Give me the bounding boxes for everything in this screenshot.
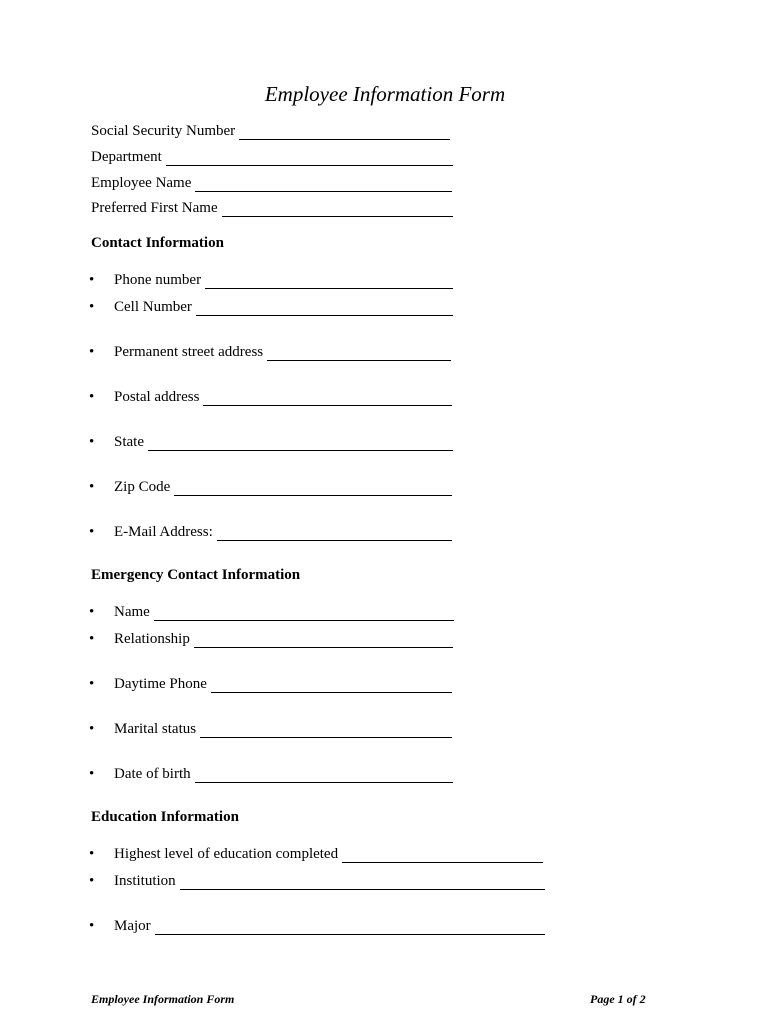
institution-field[interactable] <box>87 870 545 890</box>
bullet-icon: • <box>89 272 95 288</box>
email-address-label: E-Mail Address: <box>114 524 213 540</box>
cell-number-field[interactable] <box>87 296 453 316</box>
emergency-heading: Emergency Contact Information <box>91 567 301 583</box>
bullet-icon: • <box>89 434 95 450</box>
bullet-icon: • <box>89 873 95 889</box>
relationship-input-line[interactable] <box>194 630 453 648</box>
department-field[interactable] <box>91 146 453 166</box>
daytime-phone-input-line[interactable] <box>211 675 452 693</box>
zip-code-label: Zip Code <box>114 479 171 495</box>
department-input-line[interactable] <box>166 148 453 166</box>
bullet-icon: • <box>89 721 95 737</box>
daytime-phone-field[interactable] <box>87 673 452 693</box>
ssn-field[interactable] <box>91 120 450 140</box>
institution-input-line[interactable] <box>180 872 545 890</box>
bullet-icon: • <box>89 676 95 692</box>
relationship-label: Relationship <box>114 631 190 647</box>
bullet-icon: • <box>89 846 95 862</box>
employee-name-input-line[interactable] <box>195 174 452 192</box>
bullet-icon: • <box>89 604 95 620</box>
marital-status-field[interactable] <box>87 718 452 738</box>
zip-code-input-line[interactable] <box>174 478 452 496</box>
permanent-street-address-input-line[interactable] <box>267 343 451 361</box>
department-label: Department <box>91 149 162 165</box>
state-input-line[interactable] <box>148 433 453 451</box>
email-address-field[interactable] <box>87 521 452 541</box>
phone-number-input-line[interactable] <box>205 271 453 289</box>
footer-page-number: Page 1 of 2 <box>590 992 646 1006</box>
bullet-icon: • <box>89 479 95 495</box>
education-level-input-line[interactable] <box>342 845 543 863</box>
emergency-name-label: Name <box>114 604 150 620</box>
major-label: Major <box>114 918 151 934</box>
bullet-icon: • <box>89 524 95 540</box>
postal-address-input-line[interactable] <box>203 388 452 406</box>
employee-name-field[interactable] <box>91 172 452 192</box>
email-address-input-line[interactable] <box>217 523 452 541</box>
page-title: Employee Information Form <box>264 82 506 106</box>
bullet-icon: • <box>89 918 95 934</box>
state-field[interactable] <box>87 431 453 451</box>
date-of-birth-field[interactable] <box>87 763 453 783</box>
bullet-icon: • <box>89 766 95 782</box>
daytime-phone-label: Daytime Phone <box>114 676 207 692</box>
postal-address-label: Postal address <box>114 389 200 405</box>
contact-heading: Contact Information <box>91 235 224 251</box>
zip-code-field[interactable] <box>87 476 452 496</box>
preferred-first-name-input-line[interactable] <box>222 199 453 217</box>
bullet-icon: • <box>89 299 95 315</box>
major-field[interactable] <box>87 915 545 935</box>
preferred-first-name-field[interactable] <box>91 197 453 217</box>
relationship-field[interactable] <box>87 628 453 648</box>
education-level-label: Highest level of education completed <box>114 846 339 862</box>
phone-number-field[interactable] <box>87 269 453 289</box>
permanent-street-address-label: Permanent street address <box>114 344 264 360</box>
education-heading: Education Information <box>91 809 239 825</box>
bullet-icon: • <box>89 389 95 405</box>
preferred-first-name-label: Preferred First Name <box>91 200 218 216</box>
ssn-label: Social Security Number <box>91 123 236 139</box>
date-of-birth-label: Date of birth <box>114 766 191 782</box>
state-label: State <box>114 434 144 450</box>
institution-label: Institution <box>114 873 176 889</box>
date-of-birth-input-line[interactable] <box>195 765 453 783</box>
cell-number-input-line[interactable] <box>196 298 453 316</box>
bullet-icon: • <box>89 344 95 360</box>
marital-status-input-line[interactable] <box>200 720 452 738</box>
permanent-street-address-field[interactable] <box>87 341 451 361</box>
emergency-name-input-line[interactable] <box>154 603 454 621</box>
major-input-line[interactable] <box>155 917 545 935</box>
footer-form-name: Employee Information Form <box>91 992 235 1006</box>
bullet-icon: • <box>89 631 95 647</box>
employee-name-label: Employee Name <box>91 175 192 191</box>
emergency-name-field[interactable] <box>87 601 454 621</box>
ssn-input-line[interactable] <box>239 122 450 140</box>
cell-number-label: Cell Number <box>114 299 192 315</box>
marital-status-label: Marital status <box>114 721 197 737</box>
postal-address-field[interactable] <box>87 386 452 406</box>
phone-number-label: Phone number <box>114 272 202 288</box>
education-level-field[interactable] <box>87 843 543 863</box>
